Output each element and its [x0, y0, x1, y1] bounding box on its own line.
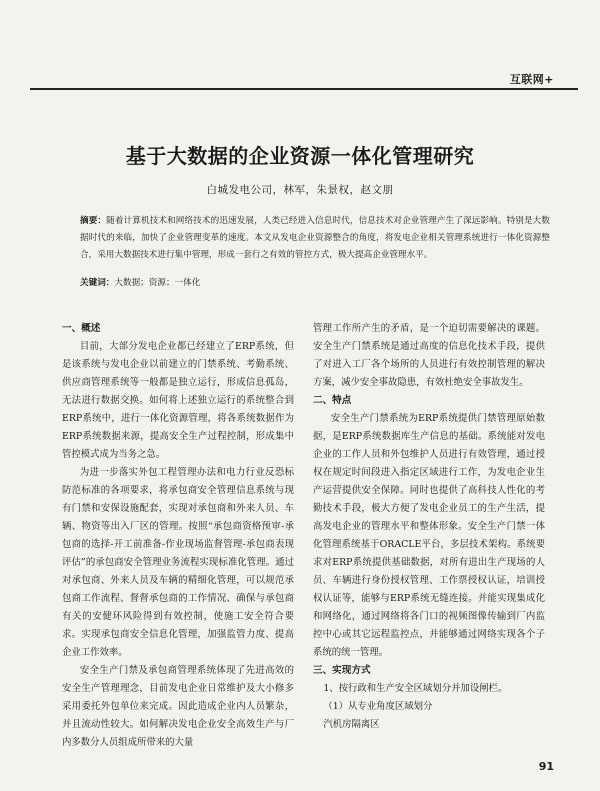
paragraph: 目前，大部分发电企业都已经建立了ERP系统，但是该系统与发电企业以前建立的门禁系统、考勤系统、供应商管理系统等一般都是独立运行，形成信息孤岛，无法进行数据交换。如何将上述独立运行的系统整合到ERP系统中，进行一体化资源管理，将各系统数据作为ERP系统数据来源，提高安全生产过程控制，形成集中管控模式成为当务之急。 [62, 341, 294, 460]
page-title: 基于大数据的企业资源一体化管理研究 [125, 144, 475, 168]
subsection-item: 汽机房隔离区 [323, 719, 380, 730]
paragraph: 安全生产门禁系统为ERP系统提供门禁管理原始数据，是ERP系统数据库生产信息的基础。系统能对发电企业的工作人员和外包维护人员进行有效管理，通过授权在规定时间段进入指定区域进行工作，为发电企业生产运营提供安全保障。同时也提供了高科技人性化的考勤技术手段，极大方便了发电企业员工的生产生活，提高发电企业的管理水平和整体形象。安全生产门禁一体化管理系统基于ORACLE平台，多层技术架构。系统要求对ERP系统提供基础数据，对所有进出生产现场的人员、车辆进行身份授权管理、工作票授权认证，培训授权认证等，能够与ERP系统无缝连接。并能实现集成化和网络化，通过网络将各门口的视频图像传输到厂内监控中心或其它远程监控点，并能够通过网络实现各个子系统的统一管理。 [313, 413, 545, 658]
section-tag: 互联网+ [509, 73, 554, 86]
paragraph: 安全生产门禁及承包商管理系统体现了先进高效的安全生产管理理念，目前发电企业日常维护及大小修多采用委托外包单位来完成。因此造成企业内人员繁杂，并且流动性较大。如何解决发电企业安全高效生产与厂内多数分人员组成所带来的大量 [62, 665, 294, 748]
section-heading: 三、实现方式 [313, 665, 371, 676]
keywords-text: 大数据；资源；一体化 [114, 278, 201, 288]
header-rule [30, 88, 578, 90]
keywords-label: 关键词： [80, 278, 115, 288]
paragraph-continued: 管理工作所产生的矛盾，是一个迫切需要解决的课题。安全生产门禁系统是通过高度的信息化技术手段，提供了对进入工厂各个场所的人员进行有效控制管理的解决方案，减少安全事故隐患，有效杜绝安全事故发生。 [313, 323, 545, 388]
section-heading: 二、特点 [313, 395, 352, 406]
abstract [80, 213, 550, 264]
authors: 白城发电公司，林军，朱景权，赵文朋 [206, 184, 394, 196]
keywords [80, 276, 200, 288]
paragraph: 为进一步落实外包工程管理办法和电力行业反恐标防范标准的各项要求，将承包商安全管理信息系统与现有门禁和安保设施配套，实现对承包商和外来人员、车辆、物资等出入厂区的管理。按照“承包商资格预审-承包商的选择-开工前准备-作业现场监督管理-承包商表现评估”的承包商安全管理业务流程实现标准化管理。通过对承包商、外来人员及车辆的精细化管理，可以规范承包商工作流程、督督承包商的工作情况、确保与承包商有关的安健环风险得到有效控制，使施工安全符合要求。实现承包商安全信息化管理，加强监管力度、提高企业工作效率。 [62, 467, 294, 658]
abstract-label: 摘要： [80, 216, 107, 226]
abstract-text: 随着计算机技术和网络技术的迅速发展，人类已经进入信息时代，信息技术对企业管理产生了深远影响。特别是大数据时代的来临，加快了企业管理变革的速度。本文从发电企业资源整合的角度，将发电企业相关管理系统进行一体化资源整合，采用大数据技术进行集中管理，形成一套行之有效的管控方式，极大提高企业管理水平。 [80, 216, 550, 260]
subsection-item: 1、按行政和生产安全区域划分并加设闸栏。 [323, 683, 508, 694]
subsection-item: （1）从专业角度区域划分 [323, 701, 433, 712]
right-column [313, 320, 545, 734]
section-heading: 一、概述 [62, 323, 101, 334]
left-column [62, 320, 294, 752]
page-number: 91 [538, 760, 554, 773]
